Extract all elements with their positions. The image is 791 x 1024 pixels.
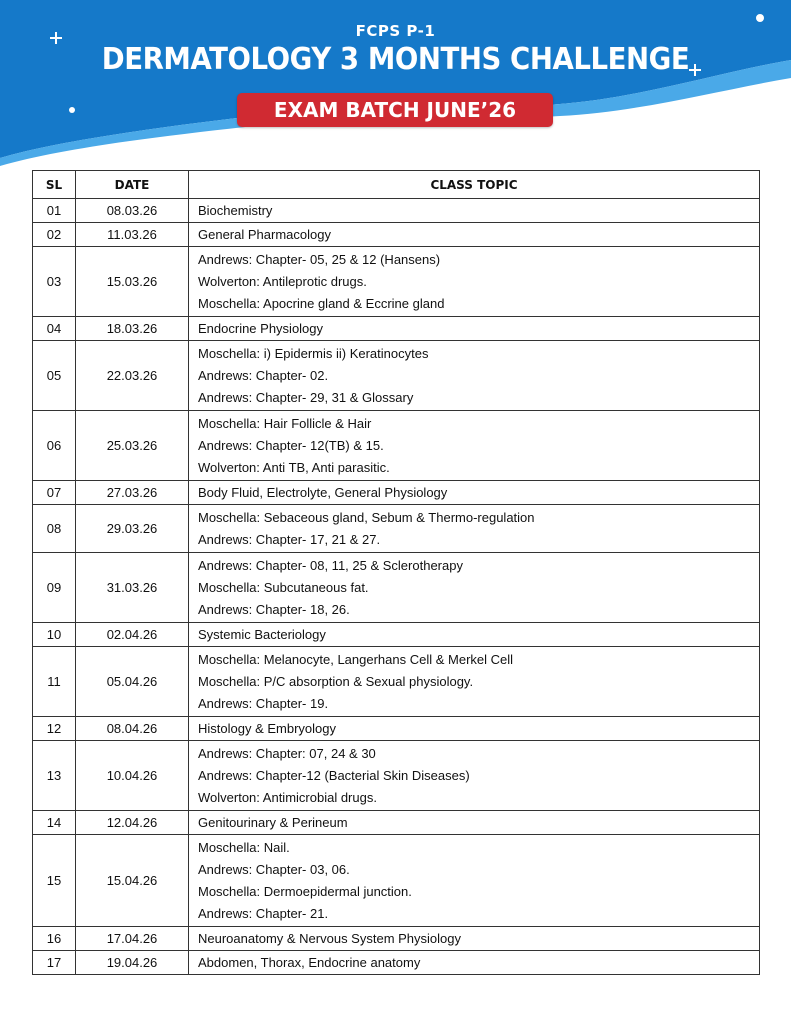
row-serial: 05 — [33, 341, 76, 411]
topic-line: Moschella: Apocrine gland & Eccrine gland — [198, 295, 445, 311]
topic-line: Moschella: Dermoepidermal junction. — [198, 883, 412, 899]
row-serial: 17 — [33, 951, 76, 975]
topic-line: Histology & Embryology — [198, 720, 336, 736]
topic-line: Andrews: Chapter- 02. — [198, 367, 329, 383]
topic-line: Wolverton: Antileprotic drugs. — [198, 273, 367, 289]
row-date: 15.04.26 — [76, 835, 189, 927]
row-class-topic — [189, 223, 760, 247]
topic-line: General Pharmacology — [198, 226, 331, 242]
row-date: 29.03.26 — [76, 505, 189, 553]
row-date: 08.03.26 — [76, 199, 189, 223]
row-class-topic — [189, 481, 760, 505]
row-date: 19.04.26 — [76, 951, 189, 975]
row-class-topic — [189, 835, 760, 927]
row-date: 08.04.26 — [76, 717, 189, 741]
row-serial: 08 — [33, 505, 76, 553]
topic-line: Endocrine Physiology — [198, 320, 324, 336]
topic-line: Moschella: P/C absorption & Sexual physiology. — [198, 673, 474, 689]
row-serial: 07 — [33, 481, 76, 505]
row-serial: 15 — [33, 835, 76, 927]
row-date: 10.04.26 — [76, 741, 189, 811]
batch-badge: EXAM BATCH JUNE’26 — [237, 93, 553, 127]
topic-line: Moschella: i) Epidermis ii) Keratinocytes — [198, 345, 429, 361]
dot-decoration — [756, 14, 764, 22]
row-date: 05.04.26 — [76, 647, 189, 717]
topic-line: Andrews: Chapter- 21. — [198, 905, 329, 921]
row-class-topic — [189, 505, 760, 553]
row-serial: 04 — [33, 317, 76, 341]
row-date: 31.03.26 — [76, 553, 189, 623]
row-class-topic — [189, 317, 760, 341]
row-serial: 01 — [33, 199, 76, 223]
topic-line: Wolverton: Antimicrobial drugs. — [198, 789, 377, 805]
row-serial: 16 — [33, 927, 76, 951]
exam-kicker: FCPS P-1 — [355, 22, 436, 40]
row-class-topic — [189, 553, 760, 623]
table-row — [33, 951, 760, 975]
topic-line: Moschella: Nail. — [198, 839, 290, 855]
row-date: 11.03.26 — [76, 223, 189, 247]
topic-line: Andrews: Chapter: 07, 24 & 30 — [198, 745, 376, 761]
topic-line: Andrews: Chapter-12 (Bacterial Skin Diseases) — [198, 767, 470, 783]
table-row — [33, 741, 760, 811]
topic-line: Andrews: Chapter- 18, 26. — [198, 601, 350, 617]
table-header-row — [33, 171, 760, 199]
row-serial: 12 — [33, 717, 76, 741]
table-row — [33, 623, 760, 647]
row-serial: 10 — [33, 623, 76, 647]
row-class-topic — [189, 623, 760, 647]
table-row — [33, 481, 760, 505]
row-class-topic — [189, 951, 760, 975]
topic-line: Moschella: Hair Follicle & Hair — [198, 415, 372, 431]
topic-line: Body Fluid, Electrolyte, General Physiology — [198, 484, 448, 500]
row-class-topic — [189, 927, 760, 951]
row-date: 18.03.26 — [76, 317, 189, 341]
row-serial: 11 — [33, 647, 76, 717]
row-class-topic — [189, 199, 760, 223]
class-schedule-table — [32, 170, 760, 975]
row-date: 02.04.26 — [76, 623, 189, 647]
row-serial: 02 — [33, 223, 76, 247]
topic-line: Abdomen, Thorax, Endocrine anatomy — [198, 954, 421, 970]
row-class-topic — [189, 247, 760, 317]
row-class-topic — [189, 717, 760, 741]
topic-line: Moschella: Subcutaneous fat. — [198, 579, 369, 595]
table-row — [33, 647, 760, 717]
row-class-topic — [189, 341, 760, 411]
table-row — [33, 223, 760, 247]
table-row — [33, 927, 760, 951]
table-row — [33, 411, 760, 481]
row-serial: 14 — [33, 811, 76, 835]
row-serial: 06 — [33, 411, 76, 481]
topic-line: Moschella: Sebaceous gland, Sebum & Thermo-regulation — [198, 509, 535, 525]
table-row — [33, 317, 760, 341]
row-serial: 13 — [33, 741, 76, 811]
row-class-topic — [189, 411, 760, 481]
topic-line: Genitourinary & Perineum — [198, 814, 348, 830]
topic-line: Biochemistry — [198, 202, 273, 218]
row-date: 27.03.26 — [76, 481, 189, 505]
table-row — [33, 247, 760, 317]
dot-decoration — [69, 107, 75, 113]
topic-line: Andrews: Chapter- 12(TB) & 15. — [198, 437, 384, 453]
row-date: 22.03.26 — [76, 341, 189, 411]
topic-line: Moschella: Melanocyte, Langerhans Cell & Merkel Cell — [198, 651, 514, 667]
topic-line: Systemic Bacteriology — [198, 626, 326, 642]
header-banner — [0, 0, 791, 170]
topic-line: Andrews: Chapter- 17, 21 & 27. — [198, 531, 381, 547]
topic-line: Andrews: Chapter- 08, 11, 25 & Sclerotherapy — [198, 557, 463, 573]
topic-line: Neuroanatomy & Nervous System Physiology — [198, 930, 462, 946]
row-class-topic — [189, 811, 760, 835]
row-date: 17.04.26 — [76, 927, 189, 951]
row-date: 12.04.26 — [76, 811, 189, 835]
row-date: 25.03.26 — [76, 411, 189, 481]
table-row — [33, 811, 760, 835]
topic-line: Andrews: Chapter- 29, 31 & Glossary — [198, 389, 414, 405]
table-row — [33, 553, 760, 623]
table-row — [33, 341, 760, 411]
row-class-topic — [189, 741, 760, 811]
topic-line: Andrews: Chapter- 03, 06. — [198, 861, 350, 877]
row-serial: 03 — [33, 247, 76, 317]
row-serial: 09 — [33, 553, 76, 623]
row-date: 15.03.26 — [76, 247, 189, 317]
column-header-date: DATE — [76, 171, 189, 199]
topic-line: Wolverton: Anti TB, Anti parasitic. — [198, 459, 390, 475]
topic-line: Andrews: Chapter- 19. — [198, 695, 329, 711]
column-header-sl: SL — [33, 171, 76, 199]
row-class-topic — [189, 647, 760, 717]
column-header-class-topic: CLASS TOPIC — [189, 171, 760, 199]
table-row — [33, 717, 760, 741]
table-row — [33, 199, 760, 223]
topic-line: Andrews: Chapter- 05, 25 & 12 (Hansens) — [198, 251, 441, 267]
page-title: DERMATOLOGY 3 MONTHS CHALLENGE — [101, 42, 690, 77]
table-row — [33, 835, 760, 927]
table-row — [33, 505, 760, 553]
